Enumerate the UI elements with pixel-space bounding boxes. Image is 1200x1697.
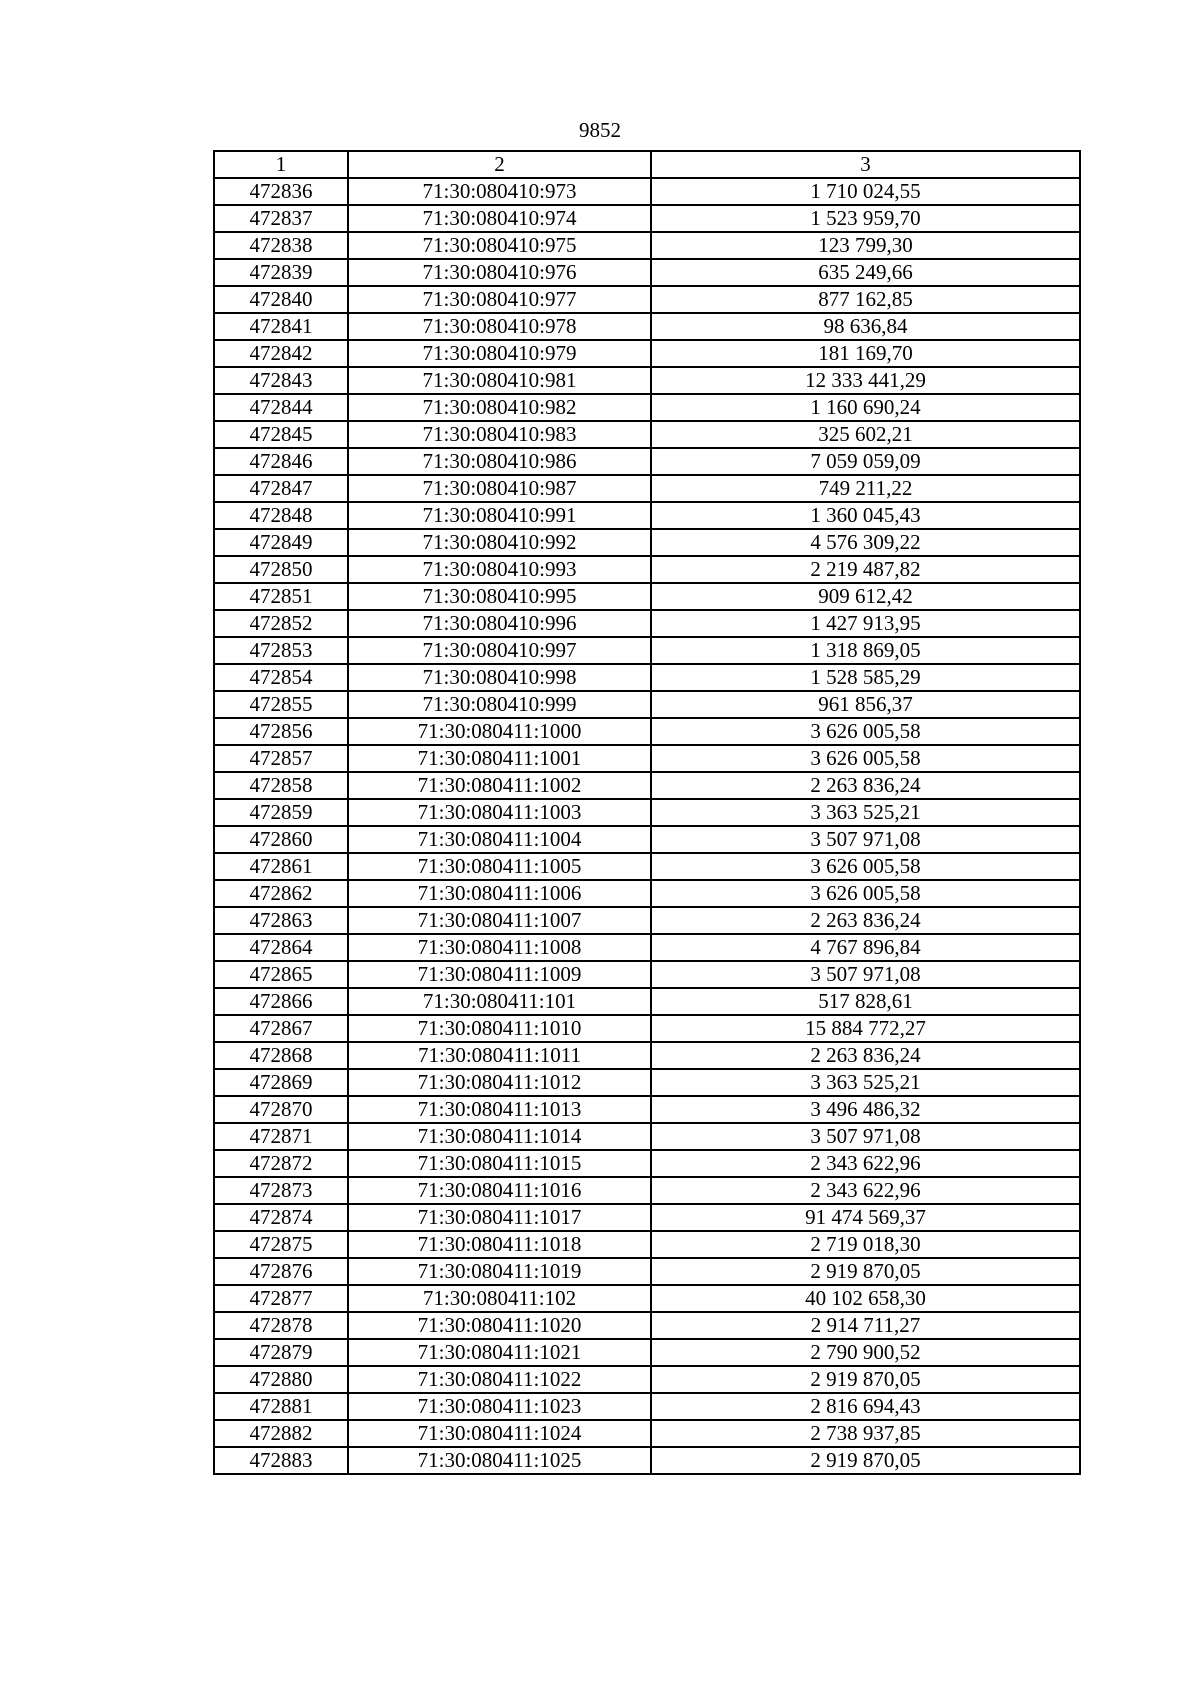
table-row <box>214 556 1080 583</box>
cadastral-value-cell: 4 576 309,22 <box>651 529 1080 556</box>
cadastral-value-cell: 325 602,21 <box>651 421 1080 448</box>
cadastral-number-cell: 71:30:080411:1005 <box>348 853 651 880</box>
row-number-cell: 472861 <box>214 853 348 880</box>
table-row <box>214 367 1080 394</box>
row-number-cell: 472873 <box>214 1177 348 1204</box>
cadastral-number-cell: 71:30:080410:987 <box>348 475 651 502</box>
cadastral-number-cell: 71:30:080410:997 <box>348 637 651 664</box>
cadastral-number-cell: 71:30:080410:973 <box>348 178 651 205</box>
cadastral-value-cell: 2 263 836,24 <box>651 907 1080 934</box>
row-number-cell: 472871 <box>214 1123 348 1150</box>
row-number-cell: 472867 <box>214 1015 348 1042</box>
table-row <box>214 1312 1080 1339</box>
cadastral-number-cell: 71:30:080411:1016 <box>348 1177 651 1204</box>
row-number-cell: 472855 <box>214 691 348 718</box>
cadastral-value-cell: 1 427 913,95 <box>651 610 1080 637</box>
cadastral-number-cell: 71:30:080411:1015 <box>348 1150 651 1177</box>
cadastral-value-cell: 1 710 024,55 <box>651 178 1080 205</box>
table-row <box>214 1447 1080 1474</box>
cadastral-value-cell: 2 914 711,27 <box>651 1312 1080 1339</box>
cadastral-number-cell: 71:30:080411:1010 <box>348 1015 651 1042</box>
row-number-cell: 472872 <box>214 1150 348 1177</box>
cadastral-value-cell: 1 360 045,43 <box>651 502 1080 529</box>
table-row <box>214 1204 1080 1231</box>
cadastral-value-cell: 3 626 005,58 <box>651 718 1080 745</box>
cadastral-value-cell: 1 523 959,70 <box>651 205 1080 232</box>
row-number-cell: 472853 <box>214 637 348 664</box>
row-number-cell: 472864 <box>214 934 348 961</box>
header-cell-3: 3 <box>651 151 1080 178</box>
row-number-cell: 472846 <box>214 448 348 475</box>
cadastral-value-cell: 2 719 018,30 <box>651 1231 1080 1258</box>
cadastral-value-cell: 3 626 005,58 <box>651 853 1080 880</box>
row-number-cell: 472878 <box>214 1312 348 1339</box>
cadastral-value-cell: 877 162,85 <box>651 286 1080 313</box>
row-number-cell: 472848 <box>214 502 348 529</box>
row-number-cell: 472850 <box>214 556 348 583</box>
cadastral-number-cell: 71:30:080410:996 <box>348 610 651 637</box>
table-row <box>214 1096 1080 1123</box>
cadastral-value-cell: 3 626 005,58 <box>651 880 1080 907</box>
cadastral-number-cell: 71:30:080411:1008 <box>348 934 651 961</box>
cadastral-number-cell: 71:30:080410:993 <box>348 556 651 583</box>
row-number-cell: 472836 <box>214 178 348 205</box>
cadastral-number-cell: 71:30:080411:1014 <box>348 1123 651 1150</box>
cadastral-value-cell: 2 919 870,05 <box>651 1366 1080 1393</box>
cadastral-number-cell: 71:30:080411:1004 <box>348 826 651 853</box>
cadastral-value-cell: 1 160 690,24 <box>651 394 1080 421</box>
table-row <box>214 1177 1080 1204</box>
cadastral-value-cell: 517 828,61 <box>651 988 1080 1015</box>
cadastral-number-cell: 71:30:080410:999 <box>348 691 651 718</box>
table-row <box>214 934 1080 961</box>
row-number-cell: 472881 <box>214 1393 348 1420</box>
cadastral-number-cell: 71:30:080411:1024 <box>348 1420 651 1447</box>
cadastral-value-cell: 3 507 971,08 <box>651 826 1080 853</box>
page-number: 9852 <box>579 118 621 142</box>
cadastral-number-cell: 71:30:080411:1009 <box>348 961 651 988</box>
row-number-cell: 472880 <box>214 1366 348 1393</box>
cadastral-number-cell: 71:30:080411:1001 <box>348 745 651 772</box>
cadastral-value-cell: 181 169,70 <box>651 340 1080 367</box>
row-number-cell: 472876 <box>214 1258 348 1285</box>
cadastral-value-cell: 3 507 971,08 <box>651 1123 1080 1150</box>
row-number-cell: 472845 <box>214 421 348 448</box>
table-row <box>214 1366 1080 1393</box>
cadastral-value-cell: 3 363 525,21 <box>651 1069 1080 1096</box>
table-row <box>214 583 1080 610</box>
cadastral-value-cell: 7 059 059,09 <box>651 448 1080 475</box>
row-number-cell: 472838 <box>214 232 348 259</box>
table-row <box>214 502 1080 529</box>
table-row <box>214 1285 1080 1312</box>
row-number-cell: 472879 <box>214 1339 348 1366</box>
table-row <box>214 394 1080 421</box>
table-header-row <box>214 151 1080 178</box>
cadastral-number-cell: 71:30:080411:1000 <box>348 718 651 745</box>
row-number-cell: 472860 <box>214 826 348 853</box>
table-row <box>214 340 1080 367</box>
cadastral-number-cell: 71:30:080410:995 <box>348 583 651 610</box>
row-number-cell: 472874 <box>214 1204 348 1231</box>
table-row <box>214 691 1080 718</box>
cadastral-value-table <box>213 150 1081 1475</box>
row-number-cell: 472852 <box>214 610 348 637</box>
row-number-cell: 472863 <box>214 907 348 934</box>
cadastral-number-cell: 71:30:080410:977 <box>348 286 651 313</box>
table-row <box>214 853 1080 880</box>
cadastral-value-cell: 2 263 836,24 <box>651 1042 1080 1069</box>
row-number-cell: 472877 <box>214 1285 348 1312</box>
cadastral-number-cell: 71:30:080410:991 <box>348 502 651 529</box>
row-number-cell: 472857 <box>214 745 348 772</box>
table-row <box>214 718 1080 745</box>
row-number-cell: 472856 <box>214 718 348 745</box>
cadastral-value-cell: 2 219 487,82 <box>651 556 1080 583</box>
row-number-cell: 472882 <box>214 1420 348 1447</box>
table-row <box>214 988 1080 1015</box>
table-row <box>214 1069 1080 1096</box>
table-row <box>214 1231 1080 1258</box>
cadastral-value-cell: 2 263 836,24 <box>651 772 1080 799</box>
cadastral-number-cell: 71:30:080411:1023 <box>348 1393 651 1420</box>
row-number-cell: 472883 <box>214 1447 348 1474</box>
table-row <box>214 1420 1080 1447</box>
cadastral-number-cell: 71:30:080411:1003 <box>348 799 651 826</box>
row-number-cell: 472840 <box>214 286 348 313</box>
cadastral-value-cell: 3 363 525,21 <box>651 799 1080 826</box>
row-number-cell: 472854 <box>214 664 348 691</box>
cadastral-number-cell: 71:30:080410:998 <box>348 664 651 691</box>
row-number-cell: 472862 <box>214 880 348 907</box>
table-row <box>214 1123 1080 1150</box>
row-number-cell: 472843 <box>214 367 348 394</box>
row-number-cell: 472859 <box>214 799 348 826</box>
cadastral-value-cell: 91 474 569,37 <box>651 1204 1080 1231</box>
table-row <box>214 232 1080 259</box>
cadastral-value-cell: 2 816 694,43 <box>651 1393 1080 1420</box>
cadastral-number-cell: 71:30:080410:974 <box>348 205 651 232</box>
header-cell-1: 1 <box>214 151 348 178</box>
row-number-cell: 472841 <box>214 313 348 340</box>
table-row <box>214 259 1080 286</box>
table-row <box>214 421 1080 448</box>
row-number-cell: 472839 <box>214 259 348 286</box>
cadastral-value-cell: 2 343 622,96 <box>651 1150 1080 1177</box>
cadastral-value-cell: 3 626 005,58 <box>651 745 1080 772</box>
cadastral-value-cell: 1 318 869,05 <box>651 637 1080 664</box>
table-row <box>214 529 1080 556</box>
cadastral-value-cell: 1 528 585,29 <box>651 664 1080 691</box>
table-row <box>214 961 1080 988</box>
row-number-cell: 472851 <box>214 583 348 610</box>
cadastral-value-cell: 2 919 870,05 <box>651 1258 1080 1285</box>
cadastral-number-cell: 71:30:080411:1002 <box>348 772 651 799</box>
cadastral-value-cell: 12 333 441,29 <box>651 367 1080 394</box>
cadastral-number-cell: 71:30:080411:1019 <box>348 1258 651 1285</box>
cadastral-number-cell: 71:30:080411:1011 <box>348 1042 651 1069</box>
row-number-cell: 472869 <box>214 1069 348 1096</box>
cadastral-number-cell: 71:30:080411:1021 <box>348 1339 651 1366</box>
table-row <box>214 664 1080 691</box>
cadastral-number-cell: 71:30:080411:1006 <box>348 880 651 907</box>
cadastral-value-cell: 3 507 971,08 <box>651 961 1080 988</box>
table-row <box>214 799 1080 826</box>
cadastral-value-cell: 961 856,37 <box>651 691 1080 718</box>
cadastral-number-cell: 71:30:080410:986 <box>348 448 651 475</box>
table-body <box>214 151 1080 1474</box>
cadastral-value-cell: 909 612,42 <box>651 583 1080 610</box>
cadastral-value-cell: 2 343 622,96 <box>651 1177 1080 1204</box>
cadastral-number-cell: 71:30:080411:1018 <box>348 1231 651 1258</box>
cadastral-value-cell: 4 767 896,84 <box>651 934 1080 961</box>
row-number-cell: 472847 <box>214 475 348 502</box>
table-row <box>214 1042 1080 1069</box>
table-row <box>214 745 1080 772</box>
cadastral-value-cell: 3 496 486,32 <box>651 1096 1080 1123</box>
cadastral-number-cell: 71:30:080410:982 <box>348 394 651 421</box>
table-row <box>214 205 1080 232</box>
row-number-cell: 472858 <box>214 772 348 799</box>
cadastral-number-cell: 71:30:080410:981 <box>348 367 651 394</box>
cadastral-number-cell: 71:30:080411:101 <box>348 988 651 1015</box>
table-row <box>214 880 1080 907</box>
cadastral-number-cell: 71:30:080411:1007 <box>348 907 651 934</box>
cadastral-number-cell: 71:30:080410:978 <box>348 313 651 340</box>
row-number-cell: 472837 <box>214 205 348 232</box>
row-number-cell: 472842 <box>214 340 348 367</box>
cadastral-value-cell: 123 799,30 <box>651 232 1080 259</box>
cadastral-number-cell: 71:30:080411:1025 <box>348 1447 651 1474</box>
header-cell-2: 2 <box>348 151 651 178</box>
table-row <box>214 1150 1080 1177</box>
cadastral-value-cell: 40 102 658,30 <box>651 1285 1080 1312</box>
cadastral-number-cell: 71:30:080411:1012 <box>348 1069 651 1096</box>
cadastral-number-cell: 71:30:080410:992 <box>348 529 651 556</box>
table-row <box>214 178 1080 205</box>
cadastral-number-cell: 71:30:080411:1013 <box>348 1096 651 1123</box>
table-row <box>214 1015 1080 1042</box>
cadastral-value-cell: 2 790 900,52 <box>651 1339 1080 1366</box>
row-number-cell: 472865 <box>214 961 348 988</box>
row-number-cell: 472868 <box>214 1042 348 1069</box>
table-row <box>214 475 1080 502</box>
row-number-cell: 472870 <box>214 1096 348 1123</box>
cadastral-value-cell: 749 211,22 <box>651 475 1080 502</box>
cadastral-value-cell: 15 884 772,27 <box>651 1015 1080 1042</box>
table-row <box>214 448 1080 475</box>
cadastral-value-cell: 98 636,84 <box>651 313 1080 340</box>
cadastral-number-cell: 71:30:080411:1017 <box>348 1204 651 1231</box>
cadastral-number-cell: 71:30:080411:102 <box>348 1285 651 1312</box>
table-row <box>214 610 1080 637</box>
cadastral-number-cell: 71:30:080410:975 <box>348 232 651 259</box>
row-number-cell: 472866 <box>214 988 348 1015</box>
table-row <box>214 826 1080 853</box>
table-row <box>214 1339 1080 1366</box>
table-row <box>214 286 1080 313</box>
table-row <box>214 637 1080 664</box>
cadastral-value-cell: 635 249,66 <box>651 259 1080 286</box>
cadastral-number-cell: 71:30:080411:1020 <box>348 1312 651 1339</box>
table-row <box>214 1393 1080 1420</box>
cadastral-value-cell: 2 919 870,05 <box>651 1447 1080 1474</box>
cadastral-number-cell: 71:30:080410:983 <box>348 421 651 448</box>
cadastral-number-cell: 71:30:080410:979 <box>348 340 651 367</box>
table-row <box>214 772 1080 799</box>
cadastral-number-cell: 71:30:080411:1022 <box>348 1366 651 1393</box>
table-row <box>214 907 1080 934</box>
cadastral-number-cell: 71:30:080410:976 <box>348 259 651 286</box>
row-number-cell: 472875 <box>214 1231 348 1258</box>
table-row <box>214 313 1080 340</box>
table-row <box>214 1258 1080 1285</box>
row-number-cell: 472844 <box>214 394 348 421</box>
row-number-cell: 472849 <box>214 529 348 556</box>
cadastral-value-cell: 2 738 937,85 <box>651 1420 1080 1447</box>
